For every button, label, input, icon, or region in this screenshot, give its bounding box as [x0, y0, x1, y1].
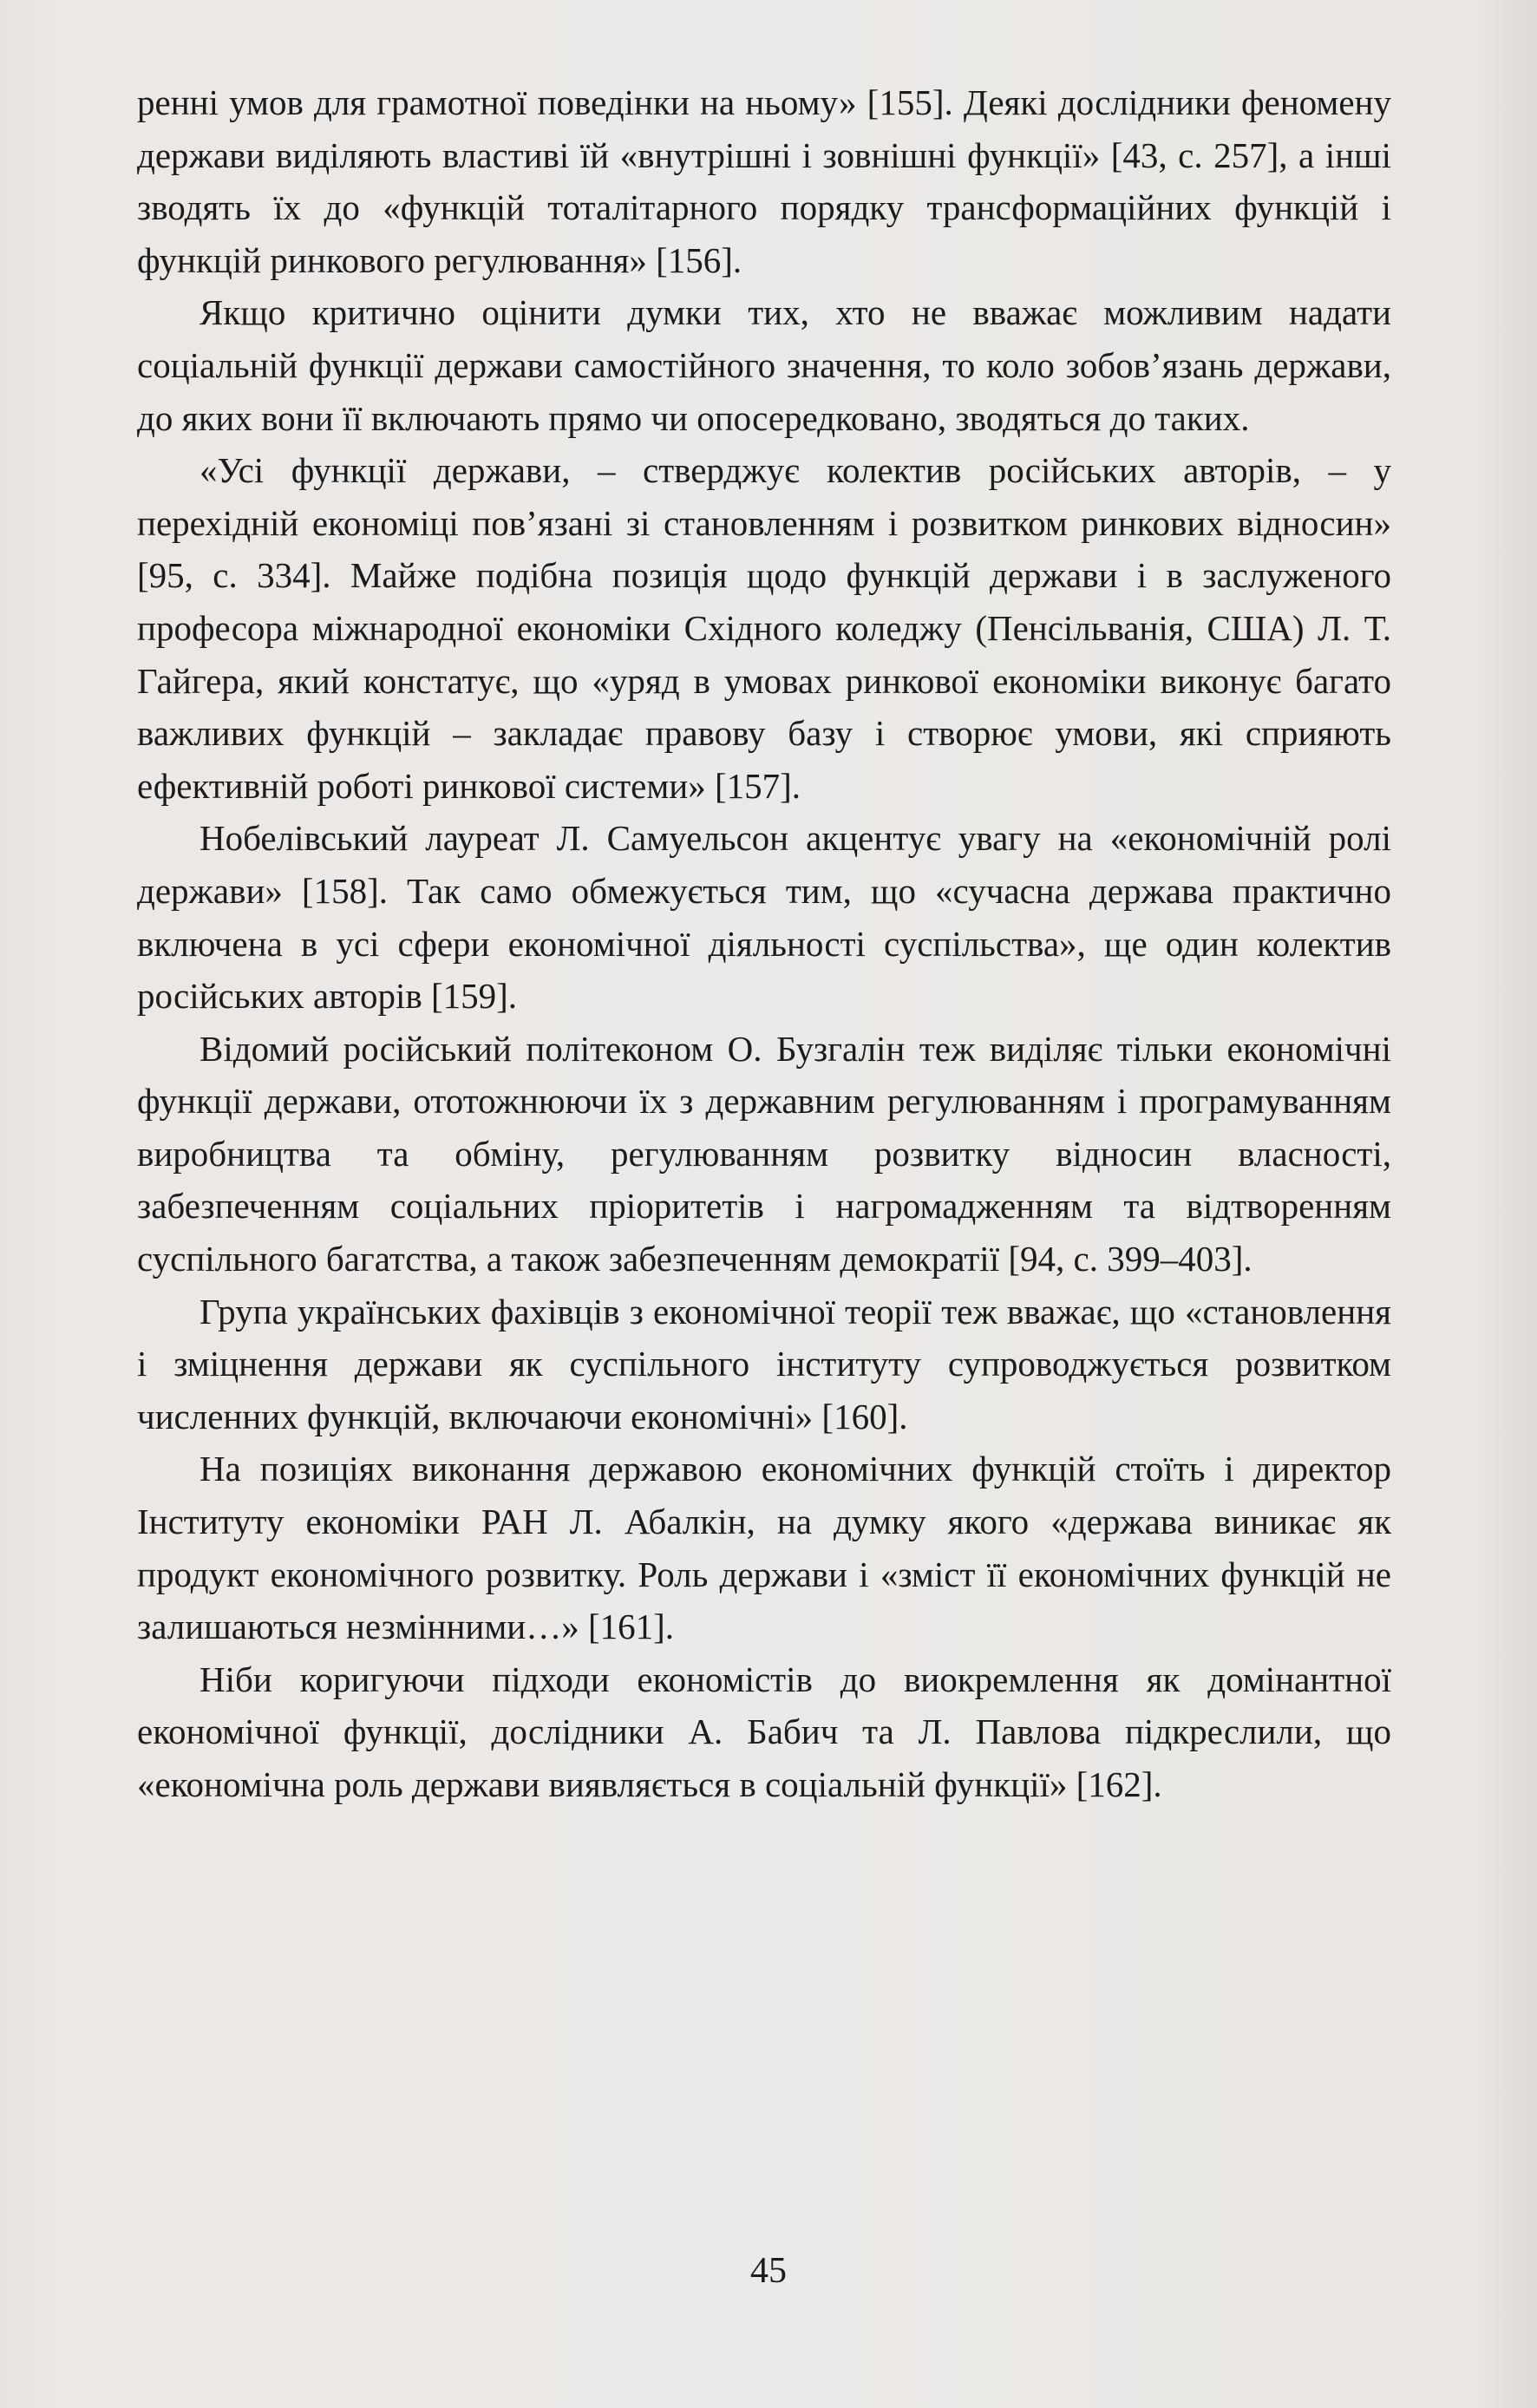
paragraph-3: «Усі функції держави, – стверджує колектив російських авторів, – у перехідній економіці пов’язані зі становленням і розвитком ринкових відносин» [95, с. 334]. Майже подібна позиція щодо функцій держави і в заслуженого професора міжнародної економіки Східного коледжу (Пенсільванія, США) Л. Т. Гайгера, який констатує, що «уряд в умовах ринкової економіки виконує багато важливих функцій – закладає правову базу і створює умови, які сприяють ефективній роботі ринкової системи» [157]. [137, 450, 1391, 806]
page-number: 45 [750, 2251, 787, 2291]
paragraph-8: Ніби коригуючи підходи економістів до виокремлення як домінантної економічної функції, дослідники А. Бабич та Л. Павлова підкреслили, що «економічна роль держави виявляється в соціальній функції» [162]. [137, 1659, 1391, 1804]
paragraph-5: Відомий російський політеконом О. Бузгалін теж виділяє тільки економічні функції держави, ототожнюючи їх з державним регулюванням і програмуванням виробництва та обміну, регулюванням розвитку відносин власності, забезпеченням соціальних пріоритетів і нагромадженням та відтворенням суспільного багатства, а також забезпеченням демократії [94, с. 399–403]. [137, 1028, 1391, 1279]
paragraph-2: Якщо критично оцінити думки тих, хто не вважає можливим надати соціальній функції держави самостійного значення, то коло зобов’язань держави, до яких вони її включають прямо чи опосередковано, зводяться до таких. [137, 292, 1391, 438]
paragraph-7: На позиціях виконання державою економічних функцій стоїть і директор Інституту економіки РАН Л. Абалкін, на думку якого «держава виникає як продукт економічного розвитку. Роль держави і «зміст її економічних функцій не залишаються незмінними…» [161]. [137, 1449, 1391, 1647]
paragraph-4: Нобелівський лауреат Л. Самуельсон акцентує увагу на «економічній ролі держави» [158]. Так само обмежується тим, що «сучасна держава практично включена в усі сфери економічної діяльності суспільства», ще один колектив російських авторів [159]. [137, 818, 1391, 1017]
paragraph-1: ренні умов для грамотної поведінки на ньому» [155]. Деякі дослідники феномену держави виділяють властиві їй «внутрішні і зовнішні функції» [43, с. 257], а інші зводять їх до «функцій тоталітарного порядку трансформаційних функцій і функцій ринкового регулювання» [156]. [137, 82, 1391, 280]
body-text [137, 76, 1391, 1811]
paragraph-6: Група українських фахівців з економічної теорії теж вважає, що «становлення і зміцнення держави як суспільного інституту супроводжується розвитком численних функцій, включаючи економічні» [160]. [137, 1291, 1391, 1436]
